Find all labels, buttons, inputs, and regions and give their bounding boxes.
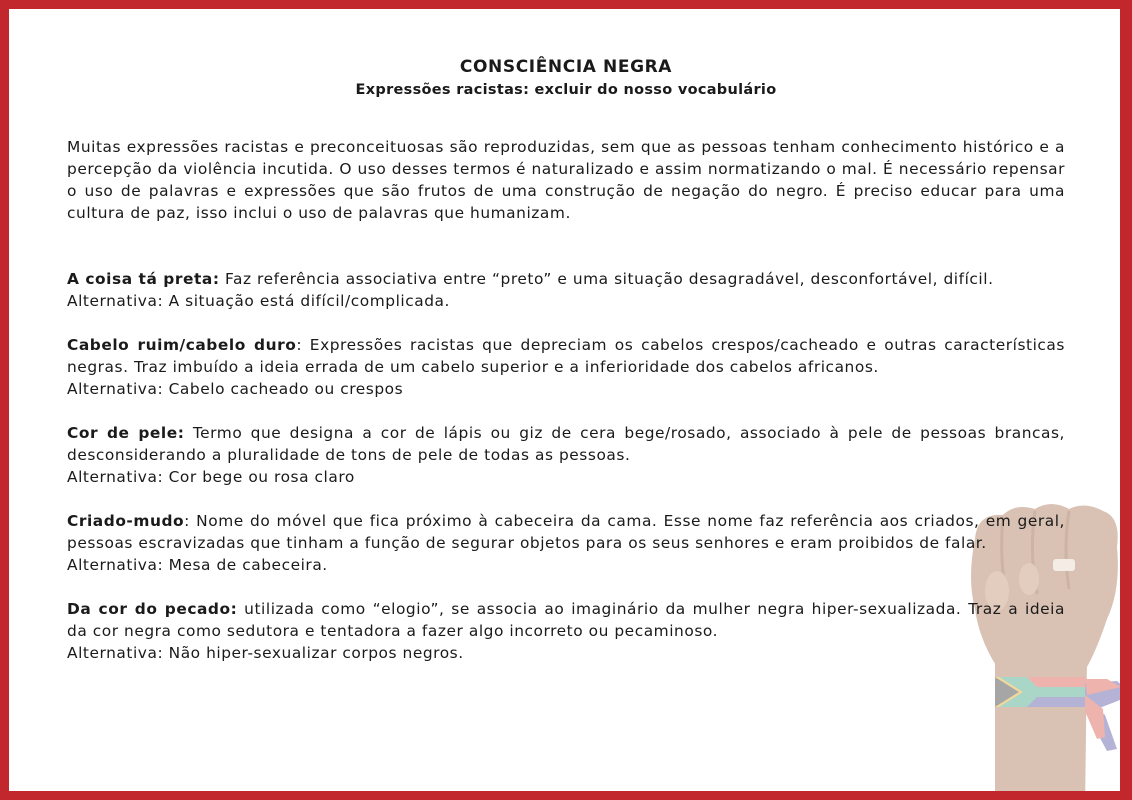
list-item: [67, 268, 1065, 312]
intro-paragraph: Muitas expressões racistas e preconceituosas são reproduzidas, sem que as pessoas tenham conhecimento histórico e a percepção da violência incutida. O uso desses termos é naturalizado e assim normatizando o mal. É necessário repensar o uso de palavras e expressões que são frutos de uma construção de negação do negro. É preciso educar para uma cultura de paz, isso inclui o uso de palavras que humanizam.: [67, 138, 1065, 222]
entry-definition: [67, 598, 1065, 642]
document-page: [9, 9, 1120, 791]
expressions-list: [67, 268, 1065, 664]
entry-term: A coisa tá preta:: [67, 270, 220, 288]
entry-alternative: Alternativa: Mesa de cabeceira.: [67, 556, 328, 574]
page-subtitle: Expressões racistas: excluir do nosso vocabulário: [355, 82, 777, 98]
entry-term: Cabelo ruim/cabelo duro: [67, 336, 297, 354]
document-content: [67, 9, 1065, 664]
entry-term: Cor de pele:: [67, 424, 185, 442]
entry-definition: [67, 422, 1065, 466]
entry-alternative: Alternativa: Cor bege ou rosa claro: [67, 468, 355, 486]
entry-alternative: Alternativa: A situação está difícil/complicada.: [67, 292, 450, 310]
entry-term: Criado-mudo: [67, 512, 185, 530]
page-title: CONSCIÊNCIA NEGRA: [459, 57, 673, 77]
entry-definition: [67, 510, 1065, 554]
entry-text: Termo que designa a cor de lápis ou giz de cera bege/rosado, associado à pele de pessoas brancas, desconsiderando a pluralidade de tons de pele de todas as pessoas.: [67, 424, 1065, 464]
entry-definition: [67, 268, 1065, 290]
entry-text: : Nome do móvel que fica próximo à cabeceira da cama. Esse nome faz referência aos criados, em geral, pessoas escravizadas que tinham a função de segurar objetos para os seus senhores e eram proibidos de falar.: [67, 512, 1065, 552]
entry-text: utilizada como “elogio”, se associa ao imaginário da mulher negra hiper-sexualizada. Traz a ideia da cor negra como sedutora e tentadora a fazer algo incorreto ou pecaminoso.: [67, 600, 1065, 640]
entry-alternative: Alternativa: Não hiper-sexualizar corpos negros.: [67, 644, 464, 662]
list-item: [67, 510, 1065, 576]
list-item: [67, 422, 1065, 488]
list-item: [67, 598, 1065, 664]
entry-term: Da cor do pecado:: [67, 600, 238, 618]
entry-text: Faz referência associativa entre “preto” e uma situação desagradável, desconfortável, difícil.: [219, 270, 994, 288]
entry-alternative: Alternativa: Cabelo cacheado ou crespos: [67, 380, 404, 398]
entry-text: : Expressões racistas que depreciam os cabelos crespos/cacheado e outras características negras. Traz imbuído a ideia errada de um cabelo superior e a inferioridade dos cabelos africanos.: [67, 336, 1065, 376]
entry-definition: [67, 334, 1065, 378]
list-item: [67, 334, 1065, 400]
